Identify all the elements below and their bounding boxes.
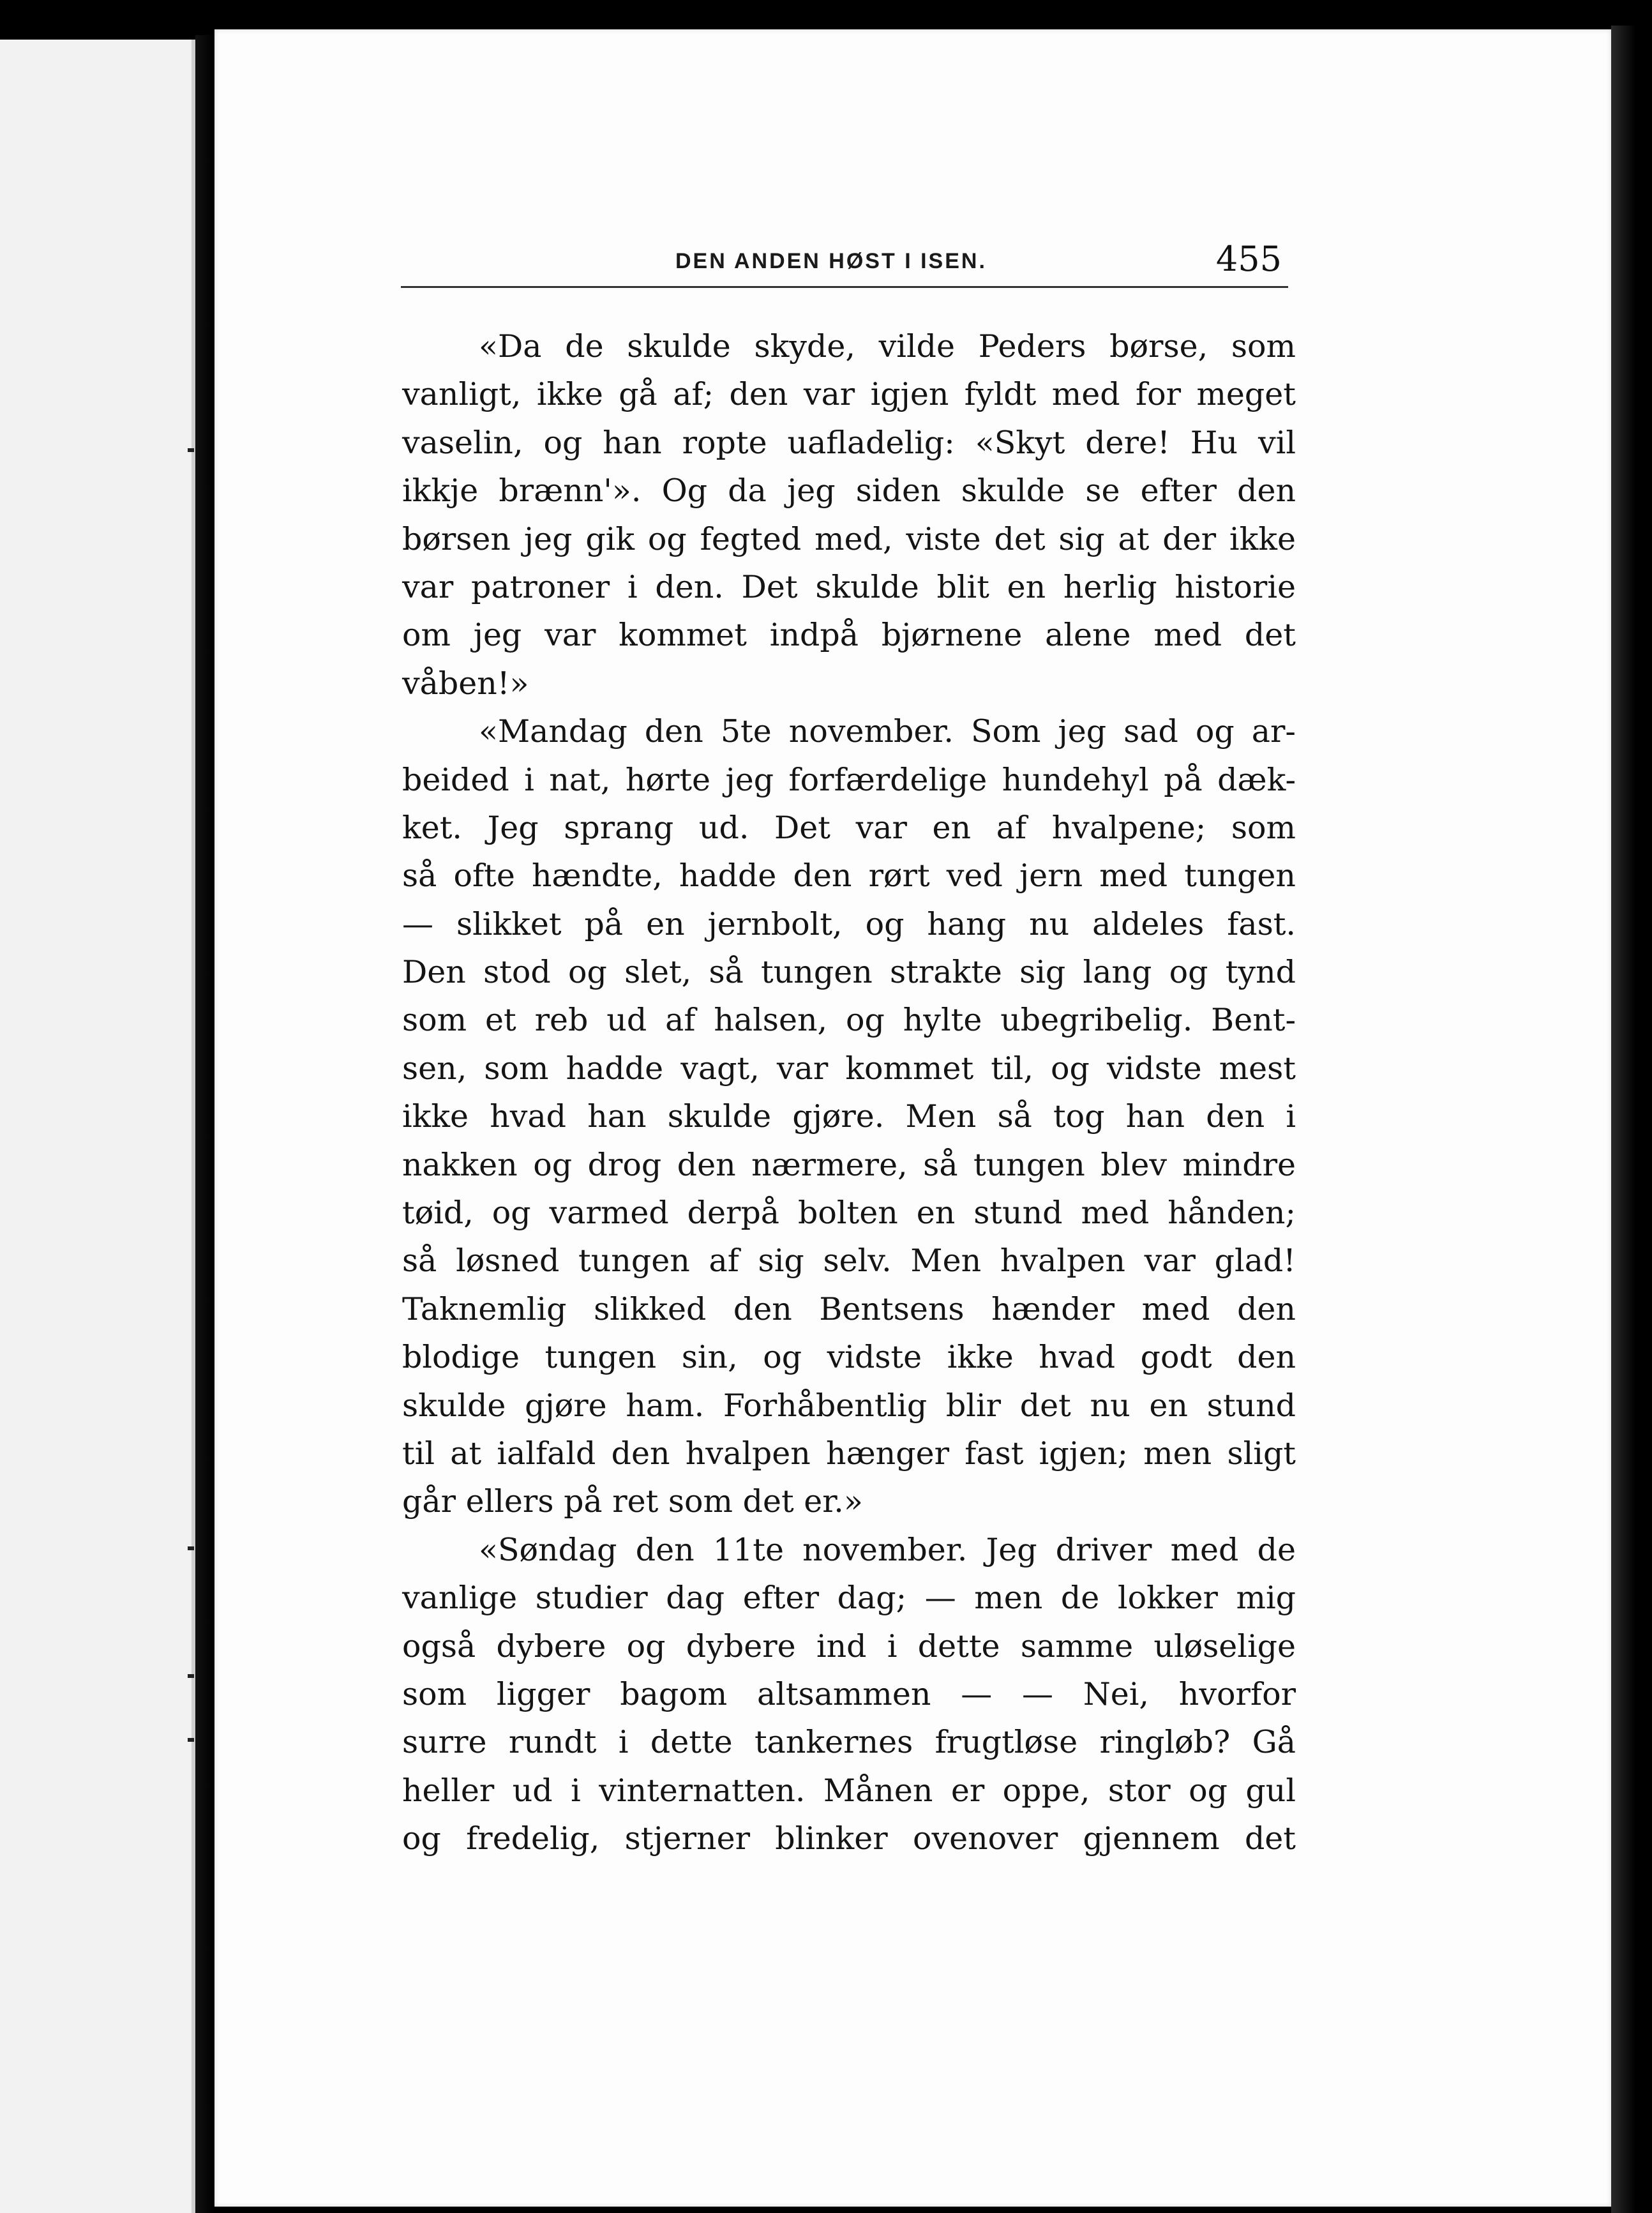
facing-page-edge — [0, 40, 195, 2213]
text-line: «Da de skulde skyde, vilde Peders børse, som — [479, 328, 1296, 365]
text-line: som ligger bagom altsammen — — Nei, hvorfor — [402, 1675, 1296, 1712]
book-spine — [195, 35, 214, 2213]
text-line: vanlige studier dag efter dag; — men de lokker mig — [402, 1580, 1296, 1617]
text-line: våben!» — [402, 665, 529, 702]
text-line: «Søndag den 11te november. Jeg driver med de — [479, 1531, 1296, 1568]
text-line: nakken og drog den nærmere, så tungen blev mindre — [402, 1146, 1296, 1183]
text-line: beided i nat, hørte jeg forfærdelige hundehyl på dæk- — [402, 761, 1296, 798]
text-line: Den stod og slet, så tungen strakte sig lang og tynd — [402, 954, 1296, 991]
page-edge-shadow — [1611, 26, 1652, 2213]
margin-mark — [188, 448, 194, 452]
text-line: så løsned tungen af sig selv. Men hvalpen var glad! — [402, 1242, 1296, 1280]
text-line: tøid, og varmed derpå bolten en stund med hånden; — [402, 1195, 1296, 1232]
text-line: — slikket på en jernbolt, og hang nu aldeles fast. — [402, 905, 1296, 942]
running-title: DEN ANDEN HØST I ISEN. — [675, 249, 987, 273]
margin-mark — [188, 1546, 194, 1550]
text-line: var patroner i den. Det skulde blit en herlig historie — [402, 568, 1296, 605]
text-line: vaselin, og han ropte uafladelig: «Skyt dere! Hu vil — [402, 424, 1296, 461]
margin-mark — [188, 1674, 194, 1678]
text-line: surre rundt i dette tankernes frugtløse ringløb? Gå — [402, 1724, 1296, 1761]
margin-mark — [188, 1738, 194, 1742]
text-line: «Mandag den 5te november. Som jeg sad og ar- — [479, 713, 1296, 750]
text-line: og fredelig, stjerner blinker ovenover gjennem det — [402, 1820, 1296, 1857]
page-number: 455 — [1215, 239, 1282, 279]
text-line: heller ud i vinternatten. Månen er oppe, stor og gul — [402, 1772, 1296, 1809]
text-line: går ellers på ret som det er.» — [402, 1483, 863, 1520]
text-line: til at ialfald den hvalpen hænger fast igjen; men sligt — [402, 1435, 1296, 1472]
text-line: blodige tungen sin, og vidste ikke hvad godt den — [402, 1339, 1296, 1376]
text-line: så ofte hændte, hadde den rørt ved jern med tungen — [402, 857, 1296, 895]
header-rule — [401, 286, 1288, 288]
page-header — [401, 230, 1288, 287]
body-text — [402, 322, 1296, 1863]
text-line: ikkje brænn'». Og da jeg siden skulde se efter den — [402, 472, 1296, 510]
text-line: ikke hvad han skulde gjøre. Men så tog han den i — [402, 1098, 1296, 1135]
text-line: også dybere og dybere ind i dette samme uløselige — [402, 1628, 1296, 1665]
text-line: Taknemlig slikked den Bentsens hænder med den — [402, 1290, 1296, 1327]
text-line: vanligt, ikke gå af; den var igjen fyldt med for meget — [402, 376, 1296, 413]
text-line: sen, som hadde vagt, var kommet til, og vidste mest — [402, 1050, 1296, 1087]
text-line: børsen jeg gik og fegted med, viste det sig at der ikke — [402, 520, 1296, 557]
text-line: ket. Jeg sprang ud. Det var en af hvalpene; som — [402, 809, 1296, 846]
text-line: som et reb ud af halsen, og hylte ubegribelig. Bent- — [402, 1002, 1296, 1039]
text-line: om jeg var kommet indpå bjørnene alene med det — [402, 617, 1296, 654]
text-line: skulde gjøre ham. Forhåbentlig blir det nu en stund — [402, 1387, 1296, 1424]
